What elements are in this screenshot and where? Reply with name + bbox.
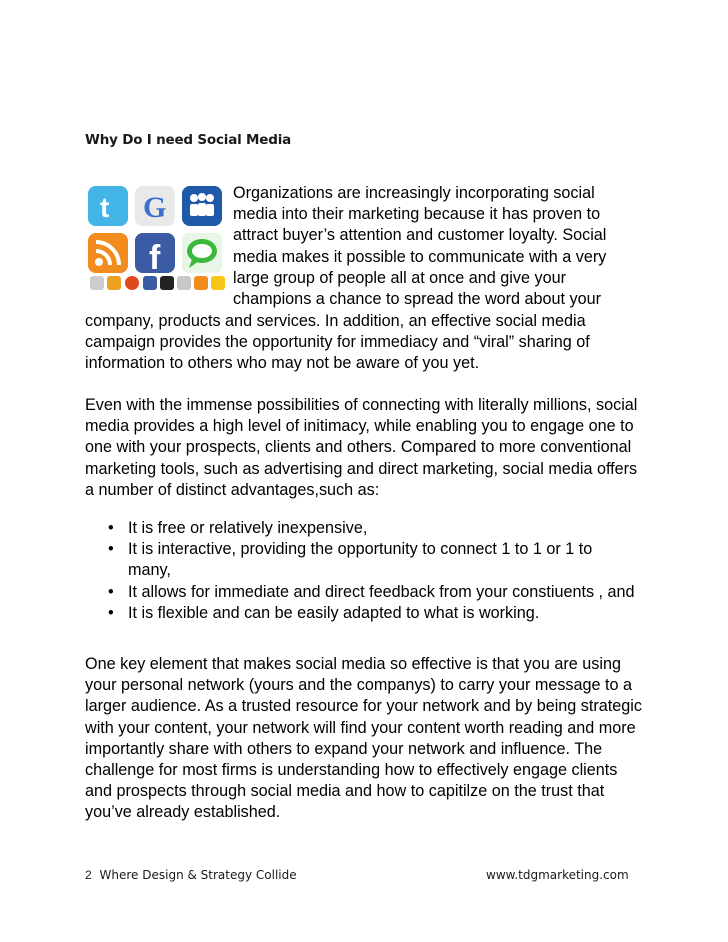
delicious-icon — [160, 276, 174, 290]
paragraph-intro-continued: company, products and services. In addition, an effective social media campaign provides the opportunity for immediacy and “viral” sharing of information to others who may not be aware of you yet. — [85, 312, 590, 373]
youtube-icon — [177, 276, 191, 290]
facebook-small-icon — [143, 276, 157, 290]
page-number: 2 — [85, 868, 92, 882]
list-item: • It is free or relatively inexpensive, — [108, 518, 638, 539]
feed-icon — [107, 276, 121, 290]
footer-tagline: Where Design & Strategy Collide — [99, 868, 297, 882]
paragraph-key-element: One key element that makes social media so effective is that you are using your personal network (yours and the companys) to carry your message to a larger audience. As a trusted resource for your network and by being strategic with your content, your network will find your content worth reading and more importantly share with others to expand your network and influence. The challenge for most firms is understanding how to effectively engage clients and prospects through social media and how to capitilze on the trust that you’ve already established. — [85, 655, 642, 822]
home-icon — [90, 276, 104, 290]
small-icons-row — [88, 276, 230, 294]
social-icons-cluster — [88, 186, 230, 298]
rss-icon — [88, 233, 128, 273]
svg-text:f: f — [149, 239, 161, 273]
twitter-icon — [88, 186, 128, 226]
star-icon — [211, 276, 225, 290]
stumbleupon-icon — [125, 276, 139, 290]
list-item: • It allows for immediate and direct feedback from your constiuents , and — [108, 582, 638, 603]
advantages-list — [108, 518, 638, 624]
footer-left — [85, 868, 297, 882]
paragraph-possibilities: Even with the immense possibilities of connecting with literally millions, social media provides a high level of initimacy, while enabling you to engage one to one with your prospects, clients and others. Compared to more conventional marketing tools, such as advertising and direct marketing, social media offers a number of distinct advantages,such as: — [85, 396, 638, 499]
chat-bubble-icon — [182, 233, 222, 273]
feed-small-icon — [194, 276, 208, 290]
page-heading: Why Do I need Social Media — [85, 132, 292, 148]
facebook-icon — [135, 233, 175, 273]
svg-text:t: t — [100, 192, 110, 223]
footer-url[interactable]: www.tdgmarketing.com — [486, 868, 629, 882]
list-item: • It is interactive, providing the opportunity to connect 1 to 1 or 1 to many, — [108, 539, 638, 581]
svg-text:G: G — [143, 191, 167, 224]
list-item: • It is flexible and can be easily adapted to what is working. — [108, 603, 638, 624]
paragraph-intro-wrapped: Organizations are increasingly incorporating social media into their marketing because it has proven to attract buyer’s attention and customer loyalty. Social media makes it possible to communicate with a very large group of people all at once and give your champions a chance to spread the word about your — [233, 184, 607, 309]
google-icon — [135, 186, 175, 226]
myspace-icon — [182, 186, 222, 226]
